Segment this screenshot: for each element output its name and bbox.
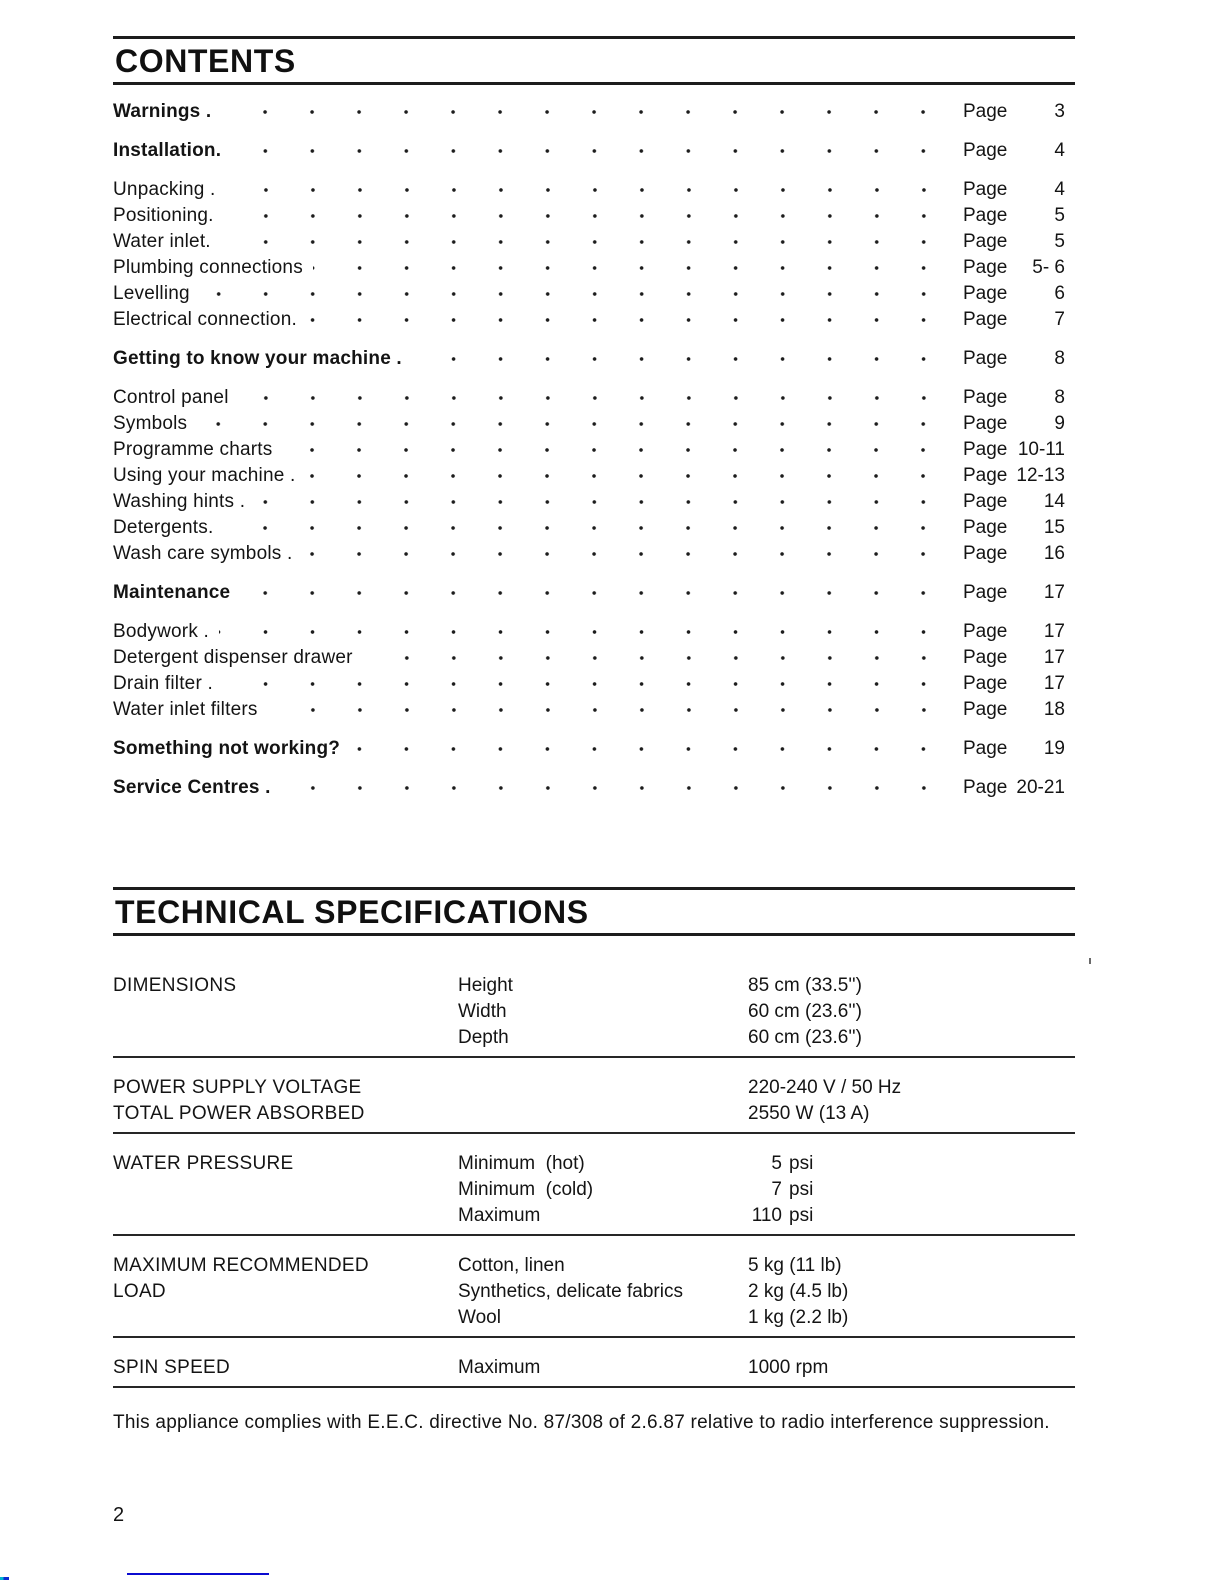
page-word: Page <box>963 699 1008 720</box>
toc-page-number: 7 <box>1054 309 1065 330</box>
toc-page-col <box>963 101 1075 123</box>
page-word: Page <box>963 205 1008 226</box>
spec-group <box>113 1134 1075 1236</box>
toc-entry-label: Using your machine . <box>113 465 296 486</box>
toc-page-col <box>963 309 1075 331</box>
spec-row <box>113 1355 1075 1381</box>
contents-title: CONTENTS <box>115 43 296 79</box>
toc-page-col <box>963 465 1075 487</box>
spec-label <box>113 1305 458 1331</box>
toc-page-col <box>963 140 1075 162</box>
toc-row <box>113 517 1075 543</box>
page-word: Page <box>963 140 1008 161</box>
page-word: Page <box>963 309 1008 330</box>
dot-leader <box>282 445 947 455</box>
spec-row <box>113 1151 1075 1177</box>
spec-sublabel: Depth <box>458 1027 509 1048</box>
dot-leader <box>268 705 947 715</box>
toc-page-number: 8 <box>1054 387 1065 408</box>
page-word: Page <box>963 491 1008 512</box>
toc-page-number: 17 <box>1043 673 1065 694</box>
page-word: Page <box>963 348 1008 369</box>
page-word: Page <box>963 673 1008 694</box>
toc-row <box>113 673 1075 699</box>
spec-sublabel: Minimum (cold) <box>458 1179 594 1200</box>
spec-row <box>113 1279 1075 1305</box>
spec-label <box>113 1177 458 1203</box>
toc-row <box>113 283 1075 309</box>
spec-row <box>113 1203 1075 1229</box>
dot-leader <box>224 211 947 221</box>
spec-label: WATER PRESSURE <box>113 1153 294 1174</box>
toc-entry-label: Getting to know your machine . <box>113 348 402 369</box>
spec-sublabel: Height <box>458 975 513 996</box>
page-number: 2 <box>113 1504 125 1526</box>
page-word: Page <box>963 517 1008 538</box>
toc-page-col <box>963 699 1075 721</box>
spec-label <box>113 1203 458 1229</box>
spec-sublabel: Wool <box>458 1307 501 1328</box>
spec-value: 60 cm (23.6'') <box>748 1027 862 1048</box>
spec-sublabel: Width <box>458 1001 507 1022</box>
spec-group <box>113 956 1075 1058</box>
spec-value-number: 110 <box>751 1205 782 1226</box>
spec-sublabel: Maximum <box>458 1357 541 1378</box>
toc-entry-label: Bodywork . <box>113 621 209 642</box>
page-word: Page <box>963 413 1008 434</box>
spec-value: 1000 rpm <box>748 1357 829 1378</box>
specs-title: TECHNICAL SPECIFICATIONS <box>115 894 589 930</box>
toc-page-number: 4 <box>1054 140 1065 161</box>
spec-group <box>113 1338 1075 1388</box>
toc-page-col <box>963 777 1075 799</box>
toc-page-col <box>963 517 1075 539</box>
spec-row <box>113 1177 1075 1203</box>
dot-leader <box>302 549 947 559</box>
toc-page-col <box>963 283 1075 305</box>
spec-value-number: 7 <box>771 1179 782 1200</box>
dot-leader <box>255 497 947 507</box>
spec-value-unit: psi <box>789 1205 814 1226</box>
spec-label <box>113 1025 458 1051</box>
dot-leader <box>363 653 947 663</box>
page-word: Page <box>963 101 1008 122</box>
spec-value: 2550 W (13 A) <box>748 1103 870 1124</box>
corner-scan-mark <box>0 1577 9 1580</box>
spec-sublabel: Cotton, linen <box>458 1255 565 1276</box>
toc-entry-label: Electrical connection. <box>113 309 297 330</box>
toc-row <box>113 738 1075 764</box>
toc-row <box>113 348 1075 374</box>
toc-entry-label: Plumbing connections <box>113 257 303 278</box>
toc-page-col <box>963 439 1075 461</box>
toc-row <box>113 621 1075 647</box>
page-word: Page <box>963 465 1008 486</box>
spec-label: DIMENSIONS <box>113 975 237 996</box>
toc-page-number: 5 <box>1054 205 1065 226</box>
spec-row <box>113 973 1075 999</box>
toc-page-number: 4 <box>1054 179 1065 200</box>
toc-row <box>113 140 1075 166</box>
spec-label: MAXIMUM RECOMMENDED <box>113 1255 369 1276</box>
spec-value <box>748 1177 1075 1203</box>
toc-entry-label: Wash care symbols . <box>113 543 293 564</box>
dot-leader <box>307 315 947 325</box>
toc-row <box>113 465 1075 491</box>
toc-page-col <box>963 621 1075 643</box>
footer-accent-line <box>127 1573 269 1575</box>
spec-sublabel <box>458 1075 748 1101</box>
toc-row <box>113 387 1075 413</box>
eec-compliance-note: This appliance complies with E.E.C. directive No. 87/308 of 2.6.87 relative to radio interference suppression. <box>113 1412 1050 1433</box>
dot-leader <box>197 419 947 429</box>
toc-page-col <box>963 205 1075 227</box>
toc-row <box>113 205 1075 231</box>
toc-page-number: 10-11 <box>1017 439 1065 460</box>
toc-row <box>113 413 1075 439</box>
toc-page-number: 5- 6 <box>1032 257 1065 278</box>
toc-page-col <box>963 647 1075 669</box>
page-word: Page <box>963 179 1008 200</box>
toc-entry-label: Water inlet filters <box>113 699 258 720</box>
dot-leader <box>221 107 947 117</box>
page-word: Page <box>963 387 1008 408</box>
spec-value: 2 kg (4.5 lb) <box>748 1281 849 1302</box>
toc-page-number: 17 <box>1043 647 1065 668</box>
toc-row <box>113 582 1075 608</box>
toc-row <box>113 699 1075 725</box>
toc-page-number: 19 <box>1043 738 1065 759</box>
page-word: Page <box>963 582 1008 603</box>
dot-leader <box>240 588 947 598</box>
spec-sublabel: Minimum (hot) <box>458 1153 585 1174</box>
dot-leader <box>221 237 947 247</box>
toc-page-col <box>963 348 1075 370</box>
page-word: Page <box>963 439 1008 460</box>
toc-entry-label: Control panel <box>113 387 229 408</box>
dot-leader <box>350 744 947 754</box>
spec-sublabel: Synthetics, delicate fabrics <box>458 1281 683 1302</box>
toc-row <box>113 543 1075 569</box>
spec-sublabel: Maximum <box>458 1205 541 1226</box>
toc-entry-label: Water inlet. <box>113 231 211 252</box>
scan-speck <box>1089 958 1091 964</box>
spec-value-unit: psi <box>789 1153 814 1174</box>
toc-page-col <box>963 413 1075 435</box>
toc-page-number: 17 <box>1043 582 1065 603</box>
spec-value-unit: psi <box>789 1179 814 1200</box>
page-word: Page <box>963 621 1008 642</box>
toc-page-number: 17 <box>1043 621 1065 642</box>
spec-row <box>113 1253 1075 1279</box>
spec-row <box>113 1101 1075 1127</box>
toc-entry-label: Drain filter . <box>113 673 213 694</box>
toc-entry-label: Warnings . <box>113 101 212 122</box>
toc-page-number: 3 <box>1054 101 1065 122</box>
spec-group <box>113 1058 1075 1134</box>
toc-page-number: 9 <box>1054 413 1065 434</box>
spec-row <box>113 1305 1075 1331</box>
spec-label: TOTAL POWER ABSORBED <box>113 1103 365 1124</box>
dot-leader <box>223 679 947 689</box>
toc-entry-label: Programme charts <box>113 439 273 460</box>
spec-label: SPIN SPEED <box>113 1357 231 1378</box>
spec-value-number: 5 <box>771 1153 782 1174</box>
toc-row <box>113 777 1075 803</box>
toc-page-col <box>963 179 1075 201</box>
toc-page-col <box>963 673 1075 695</box>
page-word: Page <box>963 231 1008 252</box>
dot-leader <box>200 289 947 299</box>
toc-page-number: 14 <box>1043 491 1065 512</box>
toc-entry-label: Symbols <box>113 413 188 434</box>
page-word: Page <box>963 283 1008 304</box>
page-word: Page <box>963 777 1008 798</box>
specs-section <box>113 887 1075 1527</box>
toc-row <box>113 309 1075 335</box>
dot-leader <box>305 471 947 481</box>
toc-page-col <box>963 738 1075 760</box>
toc-entry-label: Maintenance <box>113 582 231 603</box>
dot-leader <box>281 783 947 793</box>
spec-row <box>113 1075 1075 1101</box>
toc-row <box>113 179 1075 205</box>
spec-value: 5 kg (11 lb) <box>748 1255 842 1276</box>
toc-row <box>113 647 1075 673</box>
dot-leader <box>223 523 947 533</box>
spec-label: LOAD <box>113 1281 166 1302</box>
toc-row <box>113 439 1075 465</box>
toc-entry-label: Positioning. <box>113 205 214 226</box>
toc-entry-label: Washing hints . <box>113 491 246 512</box>
toc-row <box>113 231 1075 257</box>
toc-entry-label: Detergents. <box>113 517 214 538</box>
spec-value <box>748 1151 1075 1177</box>
toc-entry-label: Something not working? <box>113 738 341 759</box>
dot-leader <box>412 354 947 364</box>
table-of-contents <box>113 85 1075 803</box>
toc-row <box>113 101 1075 127</box>
toc-page-number: 15 <box>1043 517 1065 538</box>
spec-label: POWER SUPPLY VOLTAGE <box>113 1077 362 1098</box>
page-word: Page <box>963 257 1008 278</box>
spec-value: 85 cm (33.5'') <box>748 975 862 996</box>
toc-entry-label: Service Centres . <box>113 777 271 798</box>
toc-entry-label: Levelling <box>113 283 190 304</box>
toc-page-col <box>963 543 1075 565</box>
spec-value: 60 cm (23.6'') <box>748 1001 862 1022</box>
dot-leader <box>219 627 947 637</box>
dot-leader <box>239 393 947 403</box>
toc-page-number: 12-13 <box>1016 465 1065 486</box>
spec-row <box>113 999 1075 1025</box>
toc-entry-label: Unpacking . <box>113 179 216 200</box>
toc-row <box>113 491 1075 517</box>
toc-page-col <box>963 231 1075 253</box>
toc-row <box>113 257 1075 283</box>
toc-entry-label: Installation. <box>113 140 222 161</box>
spec-row <box>113 1025 1075 1051</box>
toc-page-number: 16 <box>1043 543 1065 564</box>
page-word: Page <box>963 543 1008 564</box>
spec-sublabel <box>458 1101 748 1127</box>
toc-page-number: 6 <box>1054 283 1065 304</box>
toc-page-col <box>963 387 1075 409</box>
page-word: Page <box>963 647 1008 668</box>
toc-entry-label: Detergent dispenser drawer <box>113 647 353 668</box>
spec-value <box>748 1203 1075 1229</box>
dot-leader <box>231 146 947 156</box>
spec-label <box>113 999 458 1025</box>
page-word: Page <box>963 738 1008 759</box>
specs-table <box>113 956 1075 1388</box>
toc-page-col <box>963 491 1075 513</box>
spec-group <box>113 1236 1075 1338</box>
dot-leader <box>313 263 947 273</box>
specs-bottom-rule <box>113 933 1075 936</box>
toc-page-number: 8 <box>1054 348 1065 369</box>
toc-page-col <box>963 257 1075 279</box>
spec-value: 220-240 V / 50 Hz <box>748 1077 902 1098</box>
toc-page-number: 20-21 <box>1016 777 1065 798</box>
toc-page-number: 18 <box>1043 699 1065 720</box>
dot-leader <box>226 185 947 195</box>
spec-value: 1 kg (2.2 lb) <box>748 1307 849 1328</box>
toc-page-number: 5 <box>1054 231 1065 252</box>
toc-page-col <box>963 582 1075 604</box>
